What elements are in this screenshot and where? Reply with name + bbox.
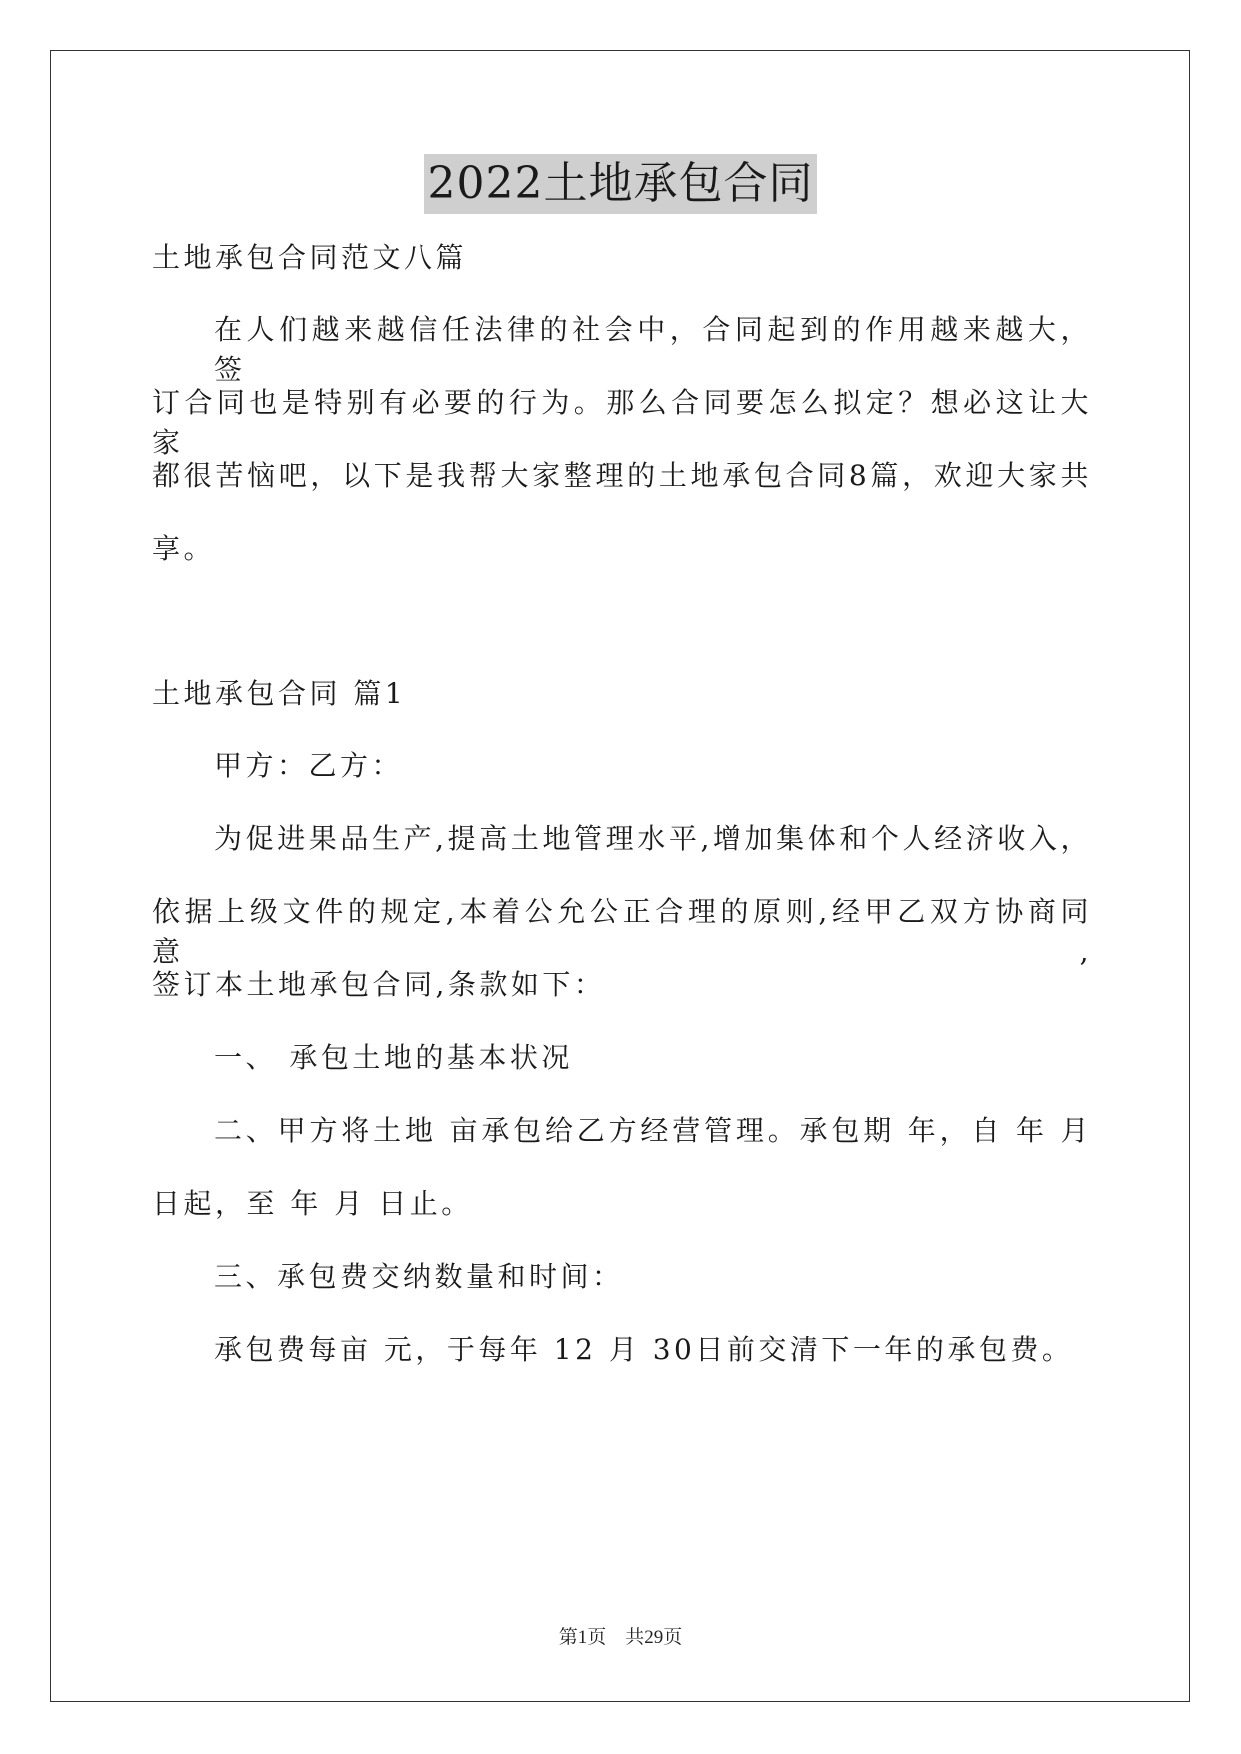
purpose-line-2: 依据上级文件的规定,本着公允公正合理的原则,经甲乙双方协商同意, xyxy=(152,895,1092,968)
clause-2-line-1: 二、甲方将土地 亩承包给乙方经营管理。承包期 年，自 年 月 xyxy=(214,1114,1092,1147)
purpose-line-1: 为促进果品生产,提高土地管理水平,增加集体和个人经济收入， xyxy=(214,822,1092,855)
fee-line: 承包费每亩 元，于每年 12 月 30日前交清下一年的承包费。 xyxy=(214,1333,1074,1366)
page-border xyxy=(50,50,1190,1702)
intro-line-3: 都很苦恼吧，以下是我帮大家整理的土地承包合同8篇，欢迎大家共 xyxy=(152,459,1092,492)
intro-line-4: 享。 xyxy=(152,532,216,565)
clause-3: 三、承包费交纳数量和时间： xyxy=(214,1260,624,1293)
intro-line-2: 订合同也是特别有必要的行为。那么合同要怎么拟定？想必这让大家 xyxy=(152,386,1092,459)
intro-line-1: 在人们越来越信任法律的社会中，合同起到的作用越来越大，签 xyxy=(214,313,1092,386)
parties-line: 甲方：乙方： xyxy=(214,749,404,782)
document-title-text: 2022土地承包合同 xyxy=(424,154,818,214)
document-title xyxy=(0,154,1241,217)
section-heading: 土地承包合同 篇1 xyxy=(152,677,407,710)
page-number-footer: 第1页 共29页 xyxy=(558,1627,683,1648)
clause-1: 一、 承包土地的基本状况 xyxy=(214,1041,573,1074)
purpose-line-3: 签订本土地承包合同,条款如下： xyxy=(152,968,606,1001)
document-subtitle: 土地承包合同范文八篇 xyxy=(152,241,468,274)
clause-2-line-2: 日起，至 年 月 日止。 xyxy=(152,1187,473,1220)
